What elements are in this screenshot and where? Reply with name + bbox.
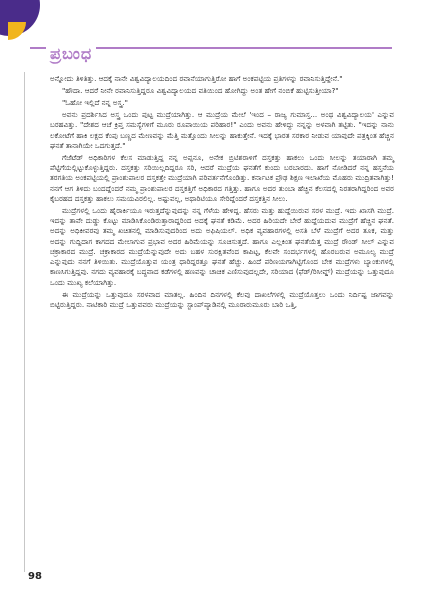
section-title: ಪ್ರಬಂಧ	[46, 44, 96, 64]
paragraph: ಅನ್ನೋದು ತಿಳಿತಿತ್ತು. ಆದಕ್ಕೆ ನಾನೇ ವಿಶ್ವವಿದ್ಯಾಲಯದಿಂದ ರವಾನೆಯಾಗುತ್ತಿರೋ ಹಾಗೆ ಅಂಕಪಟ್ಟಿಯ ಪ್ರತಿಗಳನ್ನು ರವಾನಿಸುತ್ತಿದ್ದೇನೆ."	[50, 74, 343, 83]
margin-rule	[24, 72, 25, 572]
paragraph: "ಹೌದಾ. ಆದರೆ ನೀನೇ ರವಾನಿಸುತ್ತಿದ್ದರೂ ವಿಶ್ವವಿದ್ಯಾಲಯದ ವತಿಯಿಂದ ಹೋಗಿದ್ದು ಅಂತ ಹೇಗೆ ನಂಬಿಕೆ ಹುಟ್ಟಿಸುತ್ತೀಯಾ?"	[62, 86, 339, 96]
paragraph: ಗೆಜೆಟೆಡ್ ಅಧಿಕಾರಿಗಳ ಕೆಲಸ ಮಾಡುತ್ತಿದ್ದ ನನ್ನ ಅಪ್ಪನೂ, ಅನೇಕ ಬ್ರಿಟಿಶರಾಳಿಗೆ ದಸ್ತಕತ್ತು ಹಾಕಲು ಒಂದು ಸೀಲನ್ನು ತಯಾರಾಗಿ ತಮ್ಮ ಪೆಟ್ಟಿಗೆಯಲ್ಲಿಟ್ಟುಕೊಳ್ಳುತ್ತಿದ್ದರು. ದಸ್ತಕತ್ತು ಸರಿಯಿಲ್ಲದಿದ್ದರೂ ಸರಿ, ಆದರೆ ಮುದ್ರೆಯ ಘನತೆಗೆ ಕುಂದು ಬರಬಾರದು. ಹಾಗೆ ನೋಡಿದರೆ ನನ್ನ ಹಸ್ತನೆಯ ತರಗತಿಯ ಅಂಕಪಟ್ಟಿಯಲ್ಲಿ ಪ್ರಾಂಶುಪಾಲರ ದಸ್ತಕತ್ತೇ ಮುದ್ರೆಯಾಗಿ ಪರಿವರ್ತನೆಗೊಂಡಿತ್ತು. ಕರ್ನಾಟಕ ಪ್ರೌಢ ಶಿಕ್ಷಣ ಇಲಾಖೆಯ ಮೊಹರು ಮುದ್ರಿತವಾಗಿತ್ತು! ನನಗೆ ಆಗ ತಿಳಿದು ಬಂದದ್ದೆಂದರೆ ನಮ್ಮ ಪ್ರಾಂಶುಪಾಲರ ದಸ್ತಕತ್ತಿಗೆ ಅಧಿಕಾರದ ಗತ್ತಿತ್ತು. ಹಾಗೂ ಅದರ ತುಂಬಾ ಹೆಚ್ಚಿನ ಕೆಲಸದಲ್ಲಿ ನಿರತರಾಗಿದ್ದರಿಂದ ಅವರ ಕೈಬರಹದ ದಸ್ತಕತ್ತು ಹಾಕಲು ಸಮಯವಿರಲಿಲ್ಲ. ಅಷ್ಟುವಲ್ಲ, ಅಥಾರಿಟಿಯೂ ಸೇರಿದ್ದೆಂದರೆ ದಸ್ತಕತ್ತಿನ ಸೀಲು.	[50, 152, 394, 203]
page-number: 98	[28, 571, 42, 582]
paragraph: ಈ ಮುದ್ರೆಯನ್ನು ಒತ್ತುವುದೂ ಸರಳವಾದ ಮಾತಲ್ಲ. ಹಿಂದಿನ ದಿನಗಳಲ್ಲಿ ಕೆಲವು ದಾಖಲೆಗಳಲ್ಲಿ ಮುದ್ರೆಯೊತ್ತಲು ಒಂದು ನಿರ್ದಿಷ್ಟ ಜಾಗವನ್ನು ಬಿಟ್ಟಿರುತ್ತಿದ್ದರು. ನಾಟಿಕಾರಿ ಮುದ್ರೆ ಒತ್ತುವವರು ಮುದ್ರೆಯನ್ನು ಸ್ಟಾಂಪ್‌ಪ್ಯಾಡಿನಲ್ಲಿ ಮೂರಾರುಮೂರು ಬಾರಿ ಒತ್ತಿ,	[50, 289, 394, 310]
corner-arc-shape	[8, 22, 26, 40]
body-text	[50, 74, 394, 312]
paragraph: ಮುದ್ರೆಗಳಲ್ಲಿ ಒಂದು ಹೈರಾರ್ಕಿಯೂ ಇರುತ್ತದೆನ್ನುವುದನ್ನು ನನ್ನ ಗೆಳೆಯ ಹೇಳಿದ್ದ. ಹೆಸರು ಮತ್ತು ಹುದ್ದೆಯಿರುವ ಸರಳ ಮುದ್ರೆ. ಇದು ಖಾಸಗಿ ಮುದ್ರೆ. ಇದನ್ನು ತಾವೇ ದುಡ್ಡು ಕೊಟ್ಟು ಮಾಡಿಸಿಕೊಂಡಿರುತ್ತಾರಾದ್ದರಿಂದ ಅದಕ್ಕೆ ಘನತೆ ಕಡಿಮೆ. ಅದರ ಹಿರಿಯದೇ ಬೇರೆ ಹುದ್ದೆಯದುವ ಮುದ್ರೆಗೆ ಹೆಚ್ಚಿನ ಘನತೆ. ಅದನ್ನು ಅಧಿಕೀವರವು ತಮ್ಮ ಖಚಿತನಲ್ಲಿ ಮಾಡಿಸುವುದರಿಂದ ಅದು ಅಫಿಷಿಯಲ್. ಅಧಿಕ ವ್ಯವಹಾರಗಳಲ್ಲಿ ಅಸತಿ ಬೆಳೆ ಮುದ್ರೆಗೆ ಅದರ ತೂಕ, ಮತ್ತು ಅದನ್ನು ಗುದ್ದಿದಾಗ ಕಾಗದದ ಮೇಲಾಗುವ ಪ್ರಭಾವ ಅದರ ಹಿರಿಮೆಯನ್ನು ಸೂಚಿಸುತ್ತದೆ. ಹಾಗೂ ಎಲ್ಲಕಿಂತ ಘನತೆಯೆತ್ತ ಮುದ್ರೆ ರೌಂಡ್ ಸೀಲ್ ಎನ್ನುವ ಚಕ್ರಾಕಾರದ ಮುದ್ರೆ. ಚಕ್ರಾಕಾರದ ಮುದ್ರೆಯೆನ್ನುವುದೇ ಅದು ಬಹಳ ಸುರಕ್ಷಿತವೆಂದ ಕಾಪಿಟ್ಟ, ಕೆಲವೇ ಸಂದರ್ಭಗಳಲ್ಲಿ ಹೊರಬರುವ ಅಮೂಲ್ಯ ಮುದ್ರೆ ಎನ್ನುವುದು ನನಗೆ ತಿಳಿಯಿತು. ಮುದ್ರೆಯೊತ್ತುವ ಯಂತ್ರ ಧಾರಿದ್ದರತ್ತೂ ಘನತೆ ಹೆಚ್ಚು. ಹಿಂದೆ ಪರಿಣಯಗಾಗಿಟ್ಟಿಗೊಂದ ಬೇಕ ಮುದ್ರೆಗಳು ಬ್ಯಾಂಕುಗಳಲ್ಲಿ ಕಾಣಸಿಗುತ್ತಿದ್ದವು. ನಗದು ವ್ಯವಹಾರಕ್ಕೆ ಬದ್ಧವಾದ ಕಡೆಗಳಲ್ಲಿ ಹಣವನ್ನು ಚಾಚಿಕ ಎಣಿಸುವುದಲ್ಲದೇ, ಸರಿಯಾದ (ಫೆಡ್/ರಿಸೀವ್ಡ್) ಮುದ್ರೆಯನ್ನು ಒತ್ತುವುದೂ ಒಂದು ಮುಖ್ಯ ಕಲೆಯಾಗಿತ್ತು.	[50, 205, 394, 287]
paragraph: "ಓಹೋ ಇಲ್ಲಿದೆ ನನ್ನ ಅಸ್ತ್ರ."	[62, 98, 128, 108]
paragraph: ಅವನು ಪ್ರದರ್ಶಿಸಿದ ಅಸ್ತ್ರ ಒಂದು ಪುಟ್ಟ ಮುದ್ರೆಯಾಗಿತ್ತು. ಆ ಮುದ್ರೆಯ ಮೇಲೆ 'ಇಂದ – ರಾಜ್ಯ ಗುಮಾಸ್ತ... ಅಂಥ ವಿಶ್ವವಿದ್ಯಾಲಯ' ಎನ್ನುವ ಬರಹವಿತ್ತು. "ದೇಶದ ಆಚೆ ಕ್ರಿಪ್ತ ಸಮಸ್ಯೆಗಳಿಗೆ ಮೂರು ರೂಪಾಯಿಯ ಪರಿಹಾರ!" ಎಂದು ಅವನು ಹೇಳಿದ್ದು ನನ್ನನ್ನು ಅಳವಾಗಿ ತಟ್ಟಿತು. "ಇದನ್ನು ನಾನು ಲಕೋಟೆಗೆ ಹಾಕಿ ಲಕ್ಷದ ಕೆಂಪು ಬಣ್ಣದ ಮೇಣವನ್ನು ಮೆತ್ತಿ ಮತ್ತೊಂದು ಸೀಲನ್ನು ಹಾಕುತ್ತೇನೆ. ಇದಕ್ಕೆ ಭಾರತ ಸರಕಾರ ನೀಡುವ ಯಾವುದೇ ಪತ್ರಕ್ಕಿಂತ ಹೆಚ್ಚಿನ ಘನತೆ ತಾನಾಗಿಯೇ ಒದಗುತ್ತದೆ."	[50, 110, 394, 150]
